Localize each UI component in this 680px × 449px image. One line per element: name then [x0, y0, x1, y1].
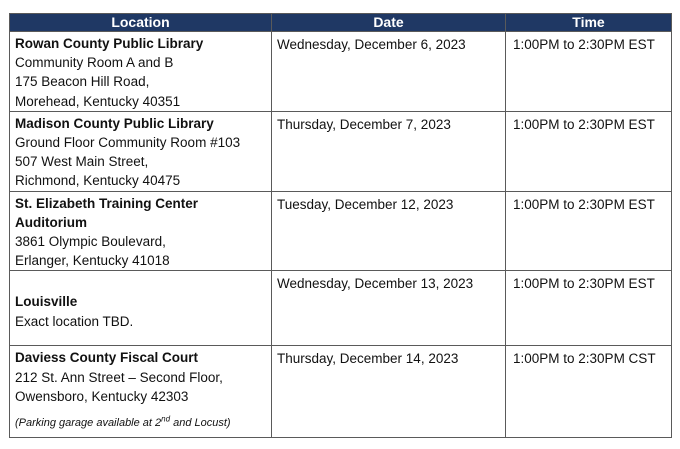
- date-cell: Thursday, December 14, 2023: [272, 346, 506, 438]
- address-line: Morehead, Kentucky 40351: [15, 93, 181, 109]
- address-line: Owensboro, Kentucky 42303: [15, 388, 189, 404]
- location-cell: [10, 191, 272, 271]
- header-row: [10, 14, 672, 32]
- time-cell: 1:00PM to 2:30PM EST: [506, 32, 672, 112]
- location-name: Madison County Public Library: [15, 115, 214, 131]
- location-name: St. Elizabeth Training Center: [15, 195, 199, 211]
- location-column-header: Location: [10, 14, 272, 32]
- location-cell: [10, 111, 272, 191]
- date-column-header: Date: [272, 14, 506, 32]
- parking-note-text: (Parking garage available at 2: [15, 417, 162, 430]
- location-name: Rowan County Public Library: [15, 36, 204, 51]
- address-line: Erlanger, Kentucky 41018: [15, 253, 170, 269]
- date-cell: Wednesday, December 13, 2023: [272, 271, 506, 346]
- location-cell: [10, 271, 272, 346]
- date-cell: Tuesday, December 12, 2023: [272, 191, 506, 271]
- event-schedule-table: [9, 13, 672, 438]
- time-cell: 1:00PM to 2:30PM CST: [506, 346, 672, 438]
- location-name: Louisville: [15, 294, 78, 310]
- location-cell: [10, 32, 272, 112]
- time-column-header: Time: [506, 14, 672, 32]
- date-cell: Thursday, December 7, 2023: [272, 111, 506, 191]
- location-name: Daviess County Fiscal Court: [15, 350, 199, 366]
- parking-note-superscript: nd: [161, 414, 171, 424]
- date-cell: Wednesday, December 6, 2023: [272, 32, 506, 112]
- table-row: [10, 32, 672, 112]
- address-line: 212 St. Ann Street – Second Floor,: [15, 369, 223, 385]
- spacer: [15, 273, 266, 292]
- address-line: 175 Beacon Hill Road,: [15, 74, 150, 90]
- address-line: Exact location TBD.: [15, 313, 134, 329]
- table-row: [10, 111, 672, 191]
- time-cell: 1:00PM to 2:30PM EST: [506, 271, 672, 346]
- time-cell: 1:00PM to 2:30PM EST: [506, 111, 672, 191]
- address-line: 507 West Main Street,: [15, 154, 149, 170]
- address-line: Ground Floor Community Room #103: [15, 135, 241, 151]
- parking-note-text-end: and Locust): [170, 417, 231, 430]
- time-cell: 1:00PM to 2:30PM EST: [506, 191, 672, 271]
- table-row: [10, 346, 672, 438]
- address-line: 3861 Olympic Boulevard,: [15, 234, 166, 250]
- location-cell: [10, 346, 272, 438]
- table-row: [10, 191, 672, 271]
- address-line: Community Room A and B: [15, 55, 174, 71]
- location-name: Auditorium: [15, 214, 87, 230]
- table-row: [10, 271, 672, 346]
- address-line: Richmond, Kentucky 40475: [15, 173, 181, 189]
- parking-note: [15, 414, 266, 433]
